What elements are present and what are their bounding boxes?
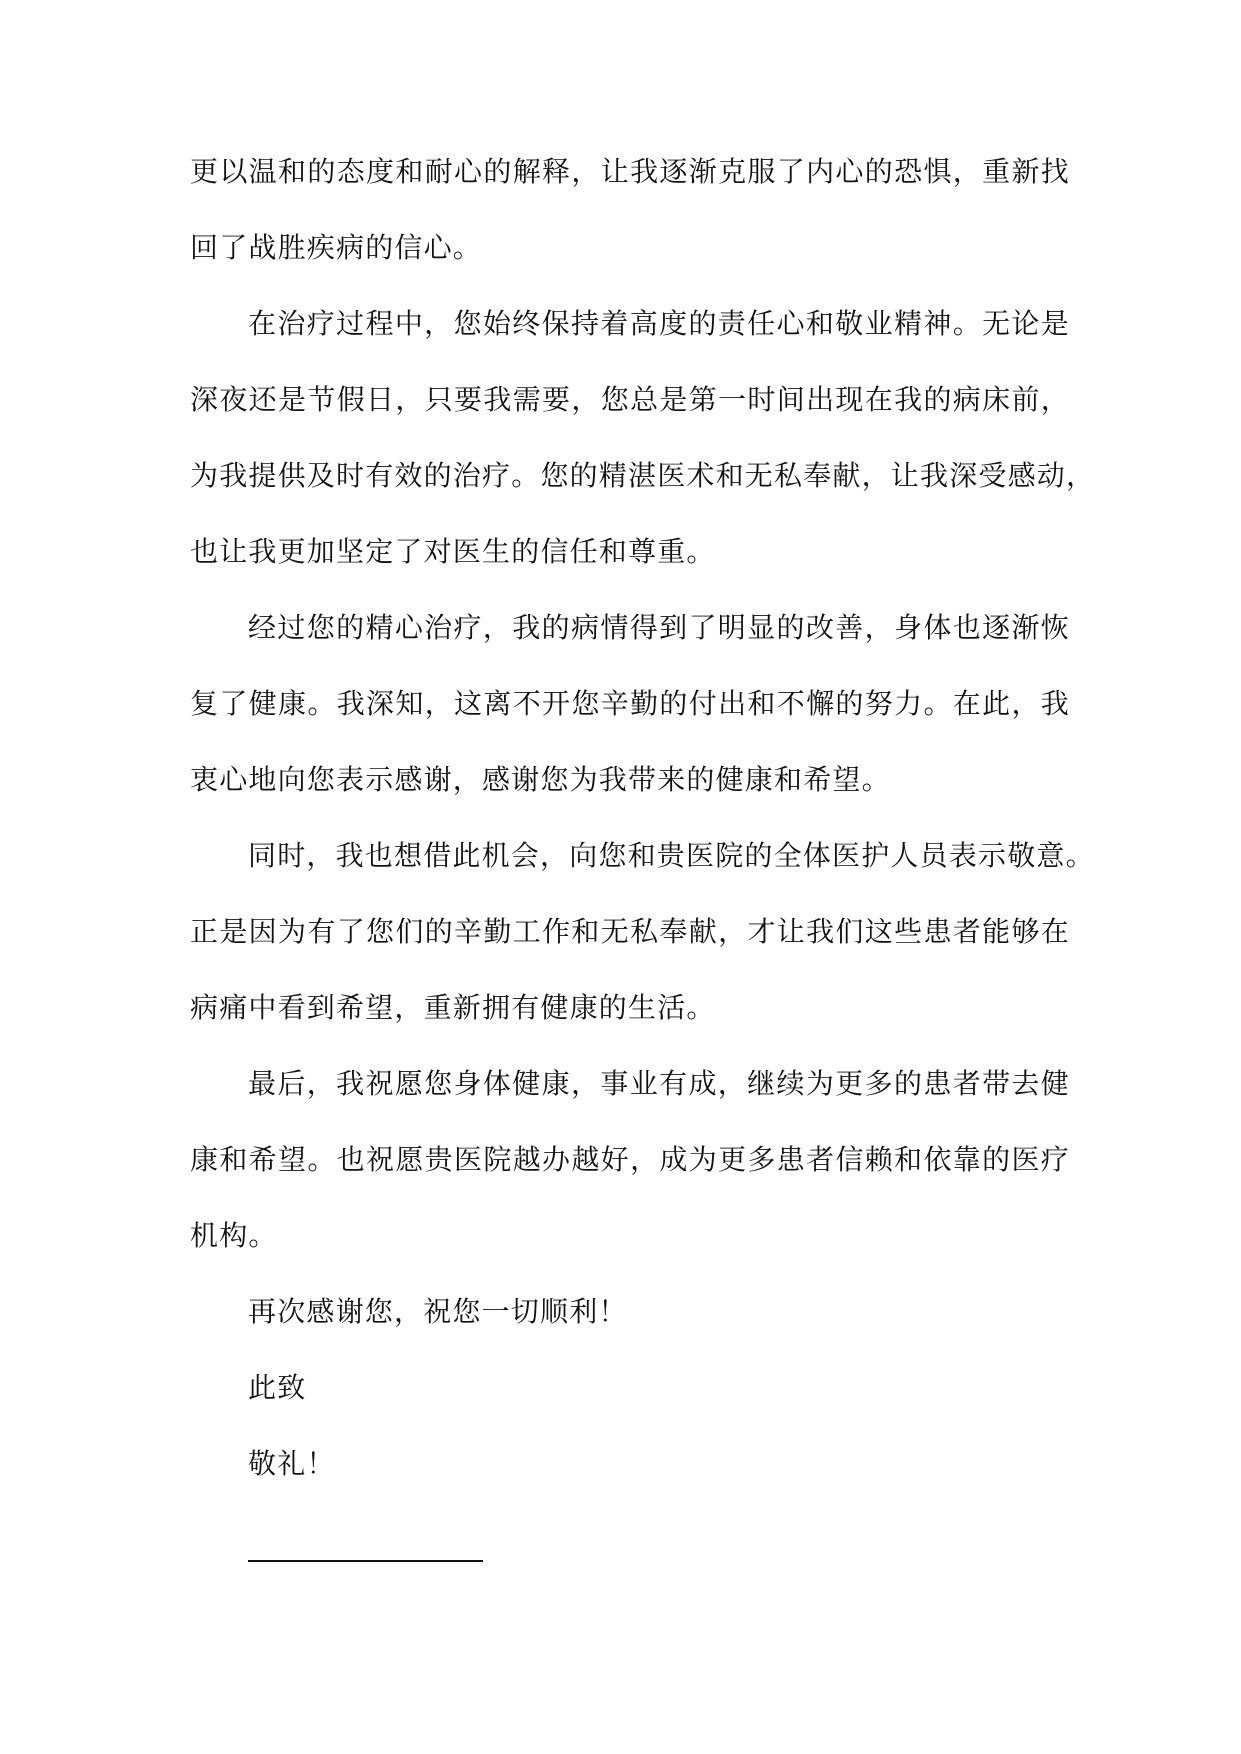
paragraph-line: 为我提供及时有效的治疗。您的精湛医术和无私奉献，让我深受感动，	[190, 459, 1096, 492]
paragraph-line: 衷心地向您表示感谢，感谢您为我带来的健康和希望。	[190, 763, 891, 796]
paragraph-line: 病痛中看到希望，重新拥有健康的生活。	[190, 991, 716, 1024]
closing-regards: 敬礼！	[248, 1447, 336, 1480]
closing-salutation: 此致	[248, 1371, 307, 1404]
paragraph-line: 在治疗过程中，您始终保持着高度的责任心和敬业精神。无论是	[248, 307, 1070, 340]
closing-thanks: 再次感谢您，祝您一切顺利！	[248, 1295, 628, 1328]
paragraph-line: 回了战胜疾病的信心。	[190, 231, 483, 264]
paragraph-line: 更以温和的态度和耐心的解释，让我逐渐克服了内心的恐惧，重新找	[190, 155, 1070, 188]
signature-line	[248, 1560, 483, 1562]
paragraph-line: 机构。	[190, 1219, 278, 1252]
paragraph-line: 经过您的精心治疗，我的病情得到了明显的改善，身体也逐渐恢	[248, 611, 1070, 644]
paragraph-line: 同时，我也想借此机会，向您和贵医院的全体医护人员表示敬意。	[248, 839, 1095, 872]
paragraph-line: 深夜还是节假日，只要我需要，您总是第一时间出现在我的病床前，	[190, 383, 1070, 416]
paragraph-line: 复了健康。我深知，这离不开您辛勤的付出和不懈的努力。在此，我	[190, 687, 1070, 720]
paragraph-line: 正是因为有了您们的辛勤工作和无私奉献，才让我们这些患者能够在	[190, 915, 1070, 948]
paragraph-line: 最后，我祝愿您身体健康，事业有成，继续为更多的患者带去健	[248, 1067, 1070, 1100]
paragraph-line: 也让我更加坚定了对医生的信任和尊重。	[190, 535, 716, 568]
paragraph-line: 康和希望。也祝愿贵医院越办越好，成为更多患者信赖和依靠的医疗	[190, 1143, 1070, 1176]
